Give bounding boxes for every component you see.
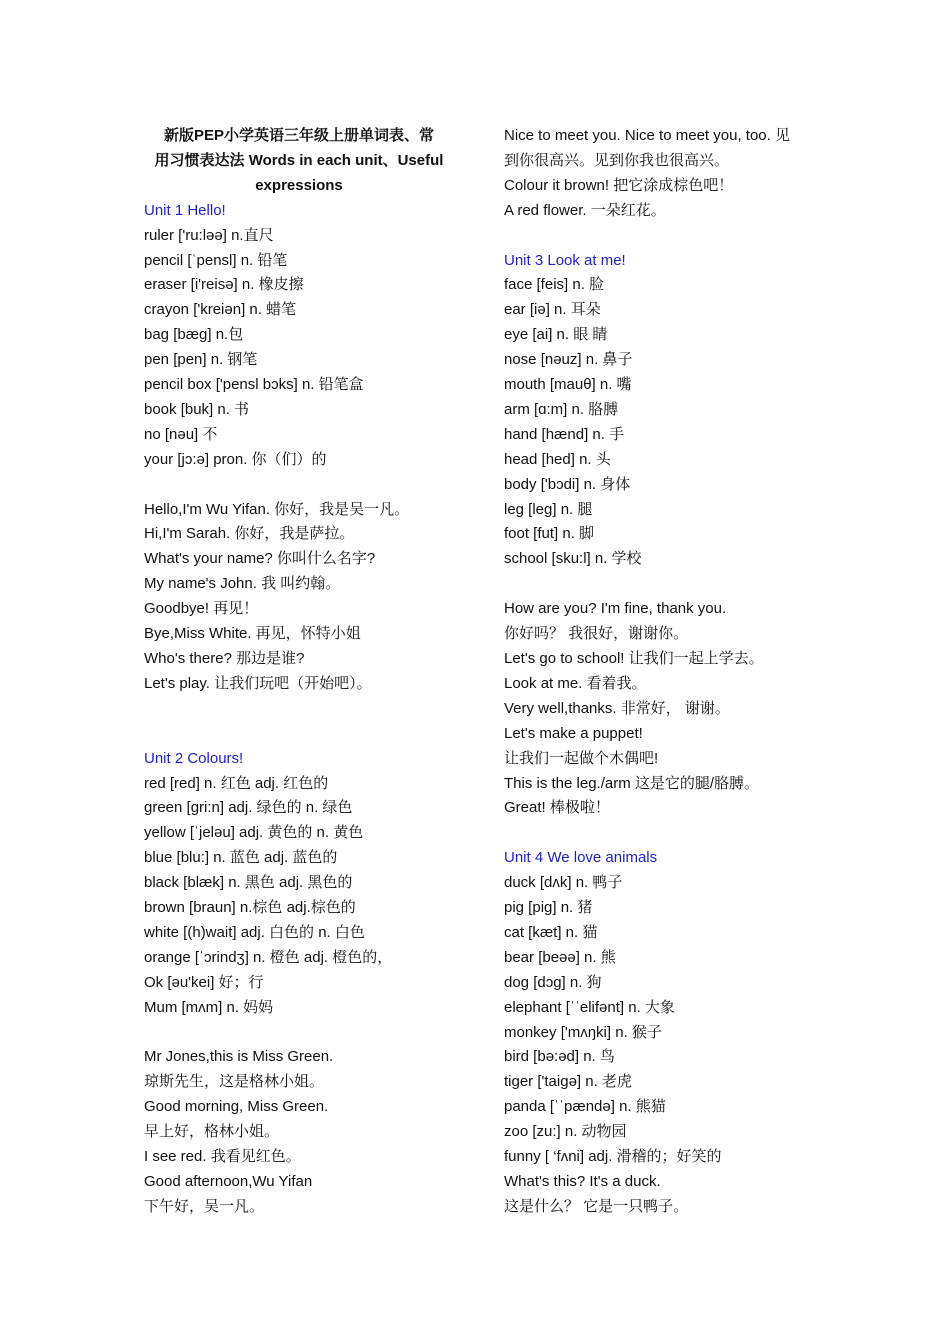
vocab-line: eye [ai] n. 眼 睛 bbox=[504, 326, 608, 344]
document-title bbox=[144, 124, 454, 199]
vocab-line: elephant [ˈˈelifənt] n. 大象 bbox=[504, 998, 675, 1016]
vocab-line: bag [bæg] n.包 bbox=[144, 326, 244, 344]
blank-line bbox=[504, 224, 824, 249]
right-column-body bbox=[504, 124, 824, 1220]
vocab-line: 下午好，吴一凡。 bbox=[144, 1197, 265, 1215]
vocab-line: nose [nəuz] n. 鼻子 bbox=[504, 351, 633, 369]
vocab-line: your [jɔ:ə] pron. 你（们）的 bbox=[144, 450, 327, 468]
vocab-line: What's your name? 你叫什么名字? bbox=[144, 550, 376, 568]
vocab-line: Good afternoon,Wu Yifan bbox=[144, 1173, 313, 1190]
vocab-line: crayon ['kreiən] n. 蜡笔 bbox=[144, 301, 297, 319]
vocab-line: green [gri:n] adj. 绿色的 n. 绿色 bbox=[144, 799, 353, 817]
vocab-line: Goodbye! 再见！ bbox=[144, 600, 259, 618]
vocab-line: mouth [mauθ] n. 嘴 bbox=[504, 376, 632, 394]
blank-line bbox=[144, 697, 454, 722]
vocab-line: pencil [ˈpensl] n. 铅笔 bbox=[144, 251, 288, 269]
left-column bbox=[144, 124, 454, 1220]
vocab-line: bird [bə:əd] n. 鸟 bbox=[504, 1048, 615, 1066]
title-line: expressions bbox=[255, 176, 343, 194]
vocab-line: Great! 棒极啦！ bbox=[504, 799, 610, 817]
vocab-line: zoo [zu:] n. 动物园 bbox=[504, 1123, 627, 1141]
vocab-line: foot [fut] n. 脚 bbox=[504, 525, 595, 543]
vocab-line: pencil box ['pensl bɔks] n. 铅笔盒 bbox=[144, 376, 364, 394]
vocab-line: tiger ['taigə] n. 老虎 bbox=[504, 1073, 632, 1091]
vocab-line: Let's go to school! 让我们一起上学去。 bbox=[504, 650, 764, 667]
vocab-line: blue [blu:] n. 蓝色 adj. 蓝色的 bbox=[144, 849, 338, 867]
vocab-line: 早上好，格林小姐。 bbox=[144, 1123, 280, 1141]
vocab-line: funny [ ‘fʌni] adj. 滑稽的；好笑的 bbox=[504, 1148, 722, 1166]
vocab-line: head [hed] n. 头 bbox=[504, 450, 611, 468]
vocab-line: I see red. 我看见红色。 bbox=[144, 1148, 301, 1166]
vocab-line: leg [leg] n. 腿 bbox=[504, 500, 593, 518]
blank-line bbox=[504, 572, 824, 597]
vocab-line: Hello,I'm Wu Yifan. 你好，我是吴一凡。 bbox=[144, 500, 410, 518]
vocab-line: hand [hænd] n. 手 bbox=[504, 425, 625, 443]
vocab-line: black [blæk] n. 黑色 adj. 黑色的 bbox=[144, 874, 353, 892]
blank-line bbox=[144, 473, 454, 498]
vocab-line: white [(h)wait] adj. 白色的 n. 白色 bbox=[144, 923, 365, 941]
vocab-line: Very well,thanks. 非常好， 谢谢。 bbox=[504, 699, 730, 717]
blank-line bbox=[144, 722, 454, 747]
vocab-line: red [red] n. 红色 adj. 红色的 bbox=[144, 774, 329, 792]
vocab-line: eraser [i'reisə] n. 橡皮擦 bbox=[144, 276, 304, 294]
blank-line bbox=[504, 821, 824, 846]
title-line: 新版PEP小学英语三年级上册单词表、常 bbox=[163, 127, 435, 144]
vocab-line: yellow [ˈjeləu] adj. 黄色的 n. 黄色 bbox=[144, 824, 364, 842]
vocab-line: This is the leg./arm 这是它的腿/胳膊。 bbox=[504, 774, 760, 792]
vocab-line: cat [kæt] n. 猫 bbox=[504, 923, 598, 941]
unit-heading: Unit 3 Look at me! bbox=[504, 251, 626, 269]
unit-heading: Unit 1 Hello! bbox=[144, 201, 226, 219]
title-line: 用习惯表达法 Words in each unit、Useful bbox=[154, 151, 444, 169]
vocab-line: no [nəu] 不 bbox=[144, 425, 218, 443]
blank-line bbox=[144, 1021, 454, 1046]
vocab-line: 让我们一起做个木偶吧! bbox=[504, 749, 659, 767]
vocab-line: orange [ˈɔrindʒ] n. 橙色 adj. 橙色的， bbox=[144, 948, 393, 966]
vocab-line: Mr Jones,this is Miss Green. bbox=[144, 1048, 334, 1066]
vocab-line: monkey ['mʌŋki] n. 猴子 bbox=[504, 1023, 662, 1041]
vocab-line: face [feis] n. 脸 bbox=[504, 276, 605, 294]
vocab-line: Let's play. 让我们玩吧（开始吧）。 bbox=[144, 674, 372, 692]
vocab-line: Mum [mʌm] n. 妈妈 bbox=[144, 998, 274, 1016]
left-column-body bbox=[144, 199, 454, 1220]
vocab-line: arm [ɑ:m] n. 胳膊 bbox=[504, 400, 619, 418]
vocab-line: 琼斯先生，这是格林小姐。 bbox=[144, 1073, 325, 1091]
vocab-line: Who's there? 那边是谁? bbox=[144, 650, 305, 668]
vocab-line: book [buk] n. 书 bbox=[144, 400, 250, 418]
vocab-line: Hi,I'm Sarah. 你好，我是萨拉。 bbox=[144, 525, 355, 543]
vocab-line: panda [ˈˈpændə] n. 熊猫 bbox=[504, 1098, 666, 1116]
vocab-line: My name's John. 我 叫约翰。 bbox=[144, 575, 341, 593]
vocab-line: What's this? It's a duck. bbox=[504, 1173, 661, 1191]
vocab-line: pen [pen] n. 钢笔 bbox=[144, 351, 258, 369]
vocab-line: Ok [əu'kei] 好；行 bbox=[144, 973, 264, 991]
vocab-line: brown [braun] n.棕色 adj.棕色的 bbox=[144, 899, 356, 917]
vocab-line: How are you? I'm fine, thank you. bbox=[504, 600, 727, 618]
vocab-line: bear [beəə] n. 熊 bbox=[504, 948, 616, 966]
right-column bbox=[504, 124, 824, 1220]
vocab-line: 到你很高兴。见到你我也很高兴。 bbox=[504, 151, 730, 169]
vocab-line: 这是什么？ 它是一只鸭子。 bbox=[504, 1197, 689, 1215]
vocab-line: Good morning, Miss Green. bbox=[144, 1098, 329, 1116]
vocab-line: Look at me. 看着我。 bbox=[504, 674, 647, 692]
vocab-line: Nice to meet you. Nice to meet you, too. 见 bbox=[504, 127, 790, 144]
vocab-line: dog [dɔg] n. 狗 bbox=[504, 973, 602, 991]
vocab-line: Let's make a puppet! bbox=[504, 724, 643, 742]
vocab-line: duck [dʌk] n. 鸭子 bbox=[504, 874, 623, 892]
vocab-line: 你好吗？ 我很好，谢谢你。 bbox=[504, 625, 689, 643]
vocab-line: A red flower. 一朵红花。 bbox=[504, 201, 666, 219]
vocab-line: Colour it brown! 把它涂成棕色吧！ bbox=[504, 176, 734, 194]
vocab-line: ruler ['ru:lǝǝ] n.直尺 bbox=[144, 226, 274, 244]
unit-heading: Unit 2 Colours! bbox=[144, 749, 244, 767]
unit-heading: Unit 4 We love animals bbox=[504, 849, 658, 867]
vocab-line: pig [pig] n. 猪 bbox=[504, 899, 593, 917]
vocab-line: Bye,Miss White. 再见，怀特小姐 bbox=[144, 625, 361, 643]
vocab-line: school [sku:l] n. 学校 bbox=[504, 550, 642, 568]
vocab-line: body ['bɔdi] n. 身体 bbox=[504, 475, 631, 493]
vocab-line: ear [iə] n. 耳朵 bbox=[504, 301, 601, 319]
